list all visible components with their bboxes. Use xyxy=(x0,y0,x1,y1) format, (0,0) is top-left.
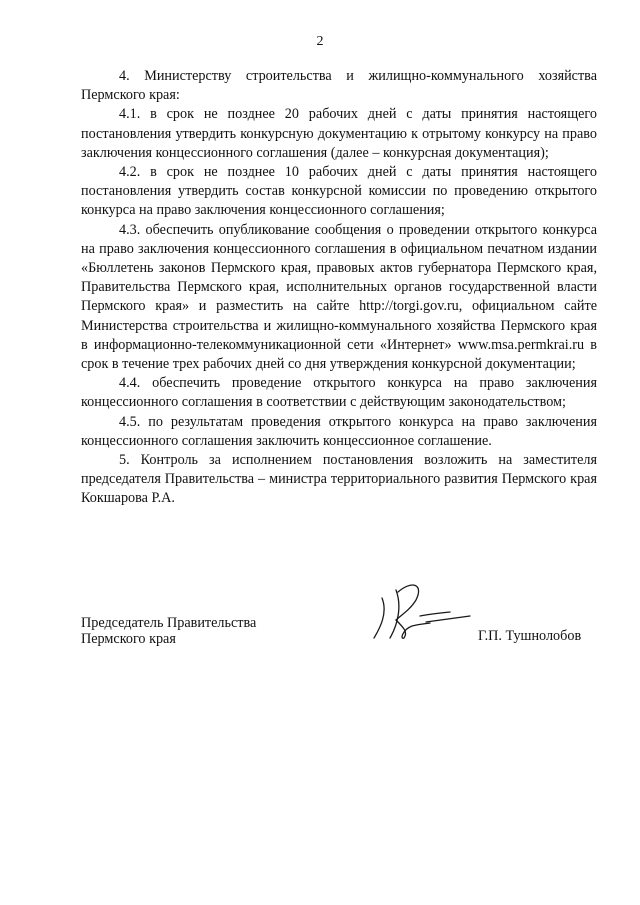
signatory-position-line2: Пермского края xyxy=(81,631,176,647)
signatory-position xyxy=(81,615,256,647)
paragraph-4-1: 4.1. в срок не позднее 20 рабочих дней с даты принятия настоящего постановления утвердить конкурсную документацию к отрытому конкурсу на право заключения концессионного соглашения (далее – конкурсная документация); xyxy=(81,106,597,161)
paragraph-5: 5. Контроль за исполнением постановления возложить на заместителя председателя Правительства – министра территориального развития Пермского края Кокшарова Р.А. xyxy=(81,452,597,507)
handwritten-signature xyxy=(368,578,472,648)
paragraph-4: 4. Министерству строительства и жилищно-коммунального хозяйства Пермского края: xyxy=(81,68,597,104)
paragraph-4-5: 4.5. по результатам проведения открытого конкурса на право заключения концессионного соглашения заключить концессионное соглашение. xyxy=(81,413,597,449)
signatory-name: Г.П. Тушнолобов xyxy=(478,628,582,644)
paragraph-4-3: 4.3. обеспечить опубликование сообщения о проведении открытого конкурса на право заключения концессионного соглашения в официальном печатном издании «Бюллетень законов Пермского края, правовых актов губернатора Пермского края, Правительства Пермского края, исполнительных органов государственной власти Пермского края» и разместить на сайте http://torgi.gov.ru, официальном сайте Министерства строительства и жилищно-коммунального хозяйства Пермского края в информационно-телекоммуникационной сети «Интернет» www.msa.permkrai.ru в срок в течение трех рабочих дней со дня утверждения конкурсной документации; xyxy=(81,221,597,373)
document-body xyxy=(81,67,597,509)
page-number: 2 xyxy=(316,34,324,49)
signatory-position-line1: Председатель Правительства xyxy=(81,615,257,631)
paragraph-4-2: 4.2. в срок не позднее 10 рабочих дней с даты принятия настоящего постановления утвердить состав конкурсной комиссии по проведению открытого конкурса на право заключения концессионного соглашения; xyxy=(81,164,597,219)
paragraph-4-4: 4.4. обеспечить проведение открытого конкурса на право заключения концессионного соглашения в соответствии с действующим законодательством; xyxy=(81,375,597,411)
